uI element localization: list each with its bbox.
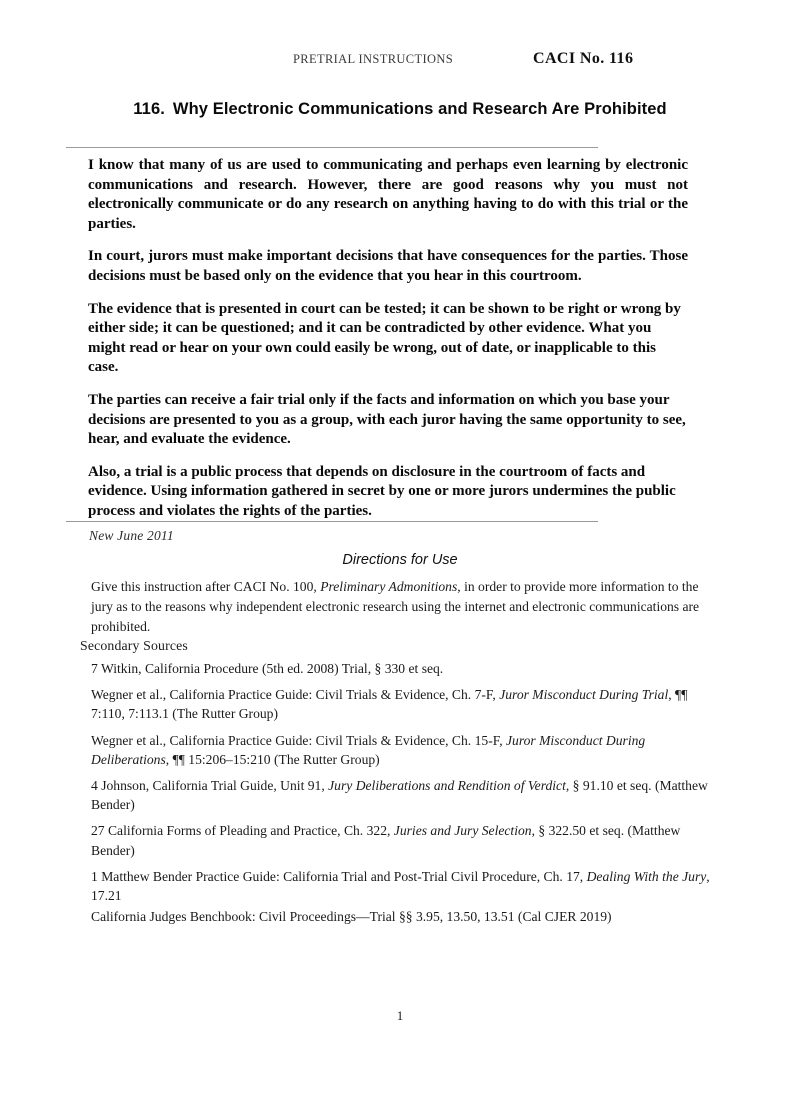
source-entry bbox=[91, 821, 719, 859]
source-text-post: , ¶¶ 15:206–15:210 (The Rutter Group) bbox=[165, 751, 380, 767]
instruction-paragraph: The parties can receive a fair trial only if the facts and information on which you base your decisions are presented to you as a group, with each juror having the same opportunity to see, hear, and evaluate the evidence. bbox=[88, 391, 686, 448]
source-text-pre: 4 Johnson, California Trial Guide, Unit 91, bbox=[91, 778, 329, 794]
source-title: Juror Misconduct During Trial bbox=[499, 687, 669, 703]
instruction-paragraph: Also, a trial is a public process that depends on disclosure in the courtroom of facts and evidence. Using information gathered in secret by one or more jurors undermines the public process and violates the rights of the parties. bbox=[88, 463, 676, 519]
jury-instruction-text bbox=[88, 156, 688, 535]
source-entry bbox=[91, 776, 719, 814]
divider-middle bbox=[66, 521, 598, 522]
source-text-pre: California Judges Benchbook: Civil Proceedings—Trial §§ 3.95, 13.50, 13.51 (Cal CJER 2019) bbox=[91, 909, 612, 925]
directions-for-use-heading: Directions for Use bbox=[342, 552, 458, 568]
directions-text-pre: Give this instruction after CACI No. 100, bbox=[91, 579, 321, 594]
source-text-post: , ¶¶ 7:110, 7:113.1 (The Rutter Group) bbox=[91, 687, 688, 722]
running-head-left: PRETRIAL INSTRUCTIONS bbox=[293, 52, 454, 66]
source-text-pre: Wegner et al., California Practice Guide: Civil Trials & Evidence, Ch. 7-F, bbox=[91, 687, 500, 703]
divider-top bbox=[66, 147, 598, 148]
directions-paragraph bbox=[91, 577, 703, 637]
source-text-post: , 17.21 bbox=[91, 868, 710, 904]
source-title: Jury Deliberations and Rendition of Verdict bbox=[328, 778, 566, 794]
source-entry bbox=[91, 659, 719, 678]
source-entry bbox=[91, 731, 719, 769]
instruction-paragraph: In court, jurors must make important decisions that have consequences for the parties. Those decisions must be based only on the evidence that you hear in this courtroom. bbox=[88, 248, 688, 284]
source-entry bbox=[91, 867, 719, 905]
revision-dateline: New June 2011 bbox=[89, 528, 174, 543]
directions-cited-title: Preliminary Admonitions bbox=[320, 579, 458, 594]
source-title: Juries and Jury Selection bbox=[393, 823, 532, 839]
secondary-sources-heading: Secondary Sources bbox=[80, 638, 188, 653]
running-head bbox=[0, 52, 800, 74]
source-text-post: , § 322.50 et seq. (Matthew Bender) bbox=[91, 823, 681, 858]
source-text-pre: Wegner et al., California Practice Guide: Civil Trials & Evidence, Ch. 15-F, bbox=[91, 732, 506, 748]
page-title-text: Why Electronic Communications and Research Are Prohibited bbox=[172, 100, 667, 118]
source-entry bbox=[91, 685, 719, 723]
source-title: Dealing With the Jury bbox=[586, 868, 707, 884]
running-head-right: CACI No. 116 bbox=[533, 50, 634, 67]
page-title bbox=[0, 100, 800, 119]
source-title: Juror Misconduct During Deliberations bbox=[91, 732, 646, 767]
page-number: 1 bbox=[396, 1008, 404, 1023]
directions-for-use-body bbox=[91, 577, 703, 637]
page-title-number: 116. bbox=[133, 100, 165, 118]
source-text-pre: 27 California Forms of Pleading and Practice, Ch. 322, bbox=[91, 823, 394, 839]
directions-text-post: , in order to provide more information to the jury as to the reasons why independent electronic research using the internet and electronic communications are prohibited. bbox=[91, 579, 700, 634]
source-text-pre: 7 Witkin, California Procedure (5th ed. 2008) Trial, § 330 et seq. bbox=[91, 661, 444, 676]
source-text-post: , § 91.10 et seq. (Matthew Bender) bbox=[91, 778, 708, 813]
instruction-paragraph: The evidence that is presented in court can be tested; it can be shown to be right or wrong by either side; it can be questioned; and it can be contradicted by other evidence. What you might read or hear on your own could easily be wrong, out of date, or inapplicable to this case. bbox=[88, 300, 681, 376]
source-text-pre: 1 Matthew Bender Practice Guide: California Trial and Post-Trial Civil Procedure, Ch. 17, bbox=[91, 868, 587, 884]
secondary-sources-list bbox=[91, 659, 719, 926]
source-entry bbox=[91, 907, 719, 926]
instruction-paragraph: I know that many of us are used to communicating and perhaps even learning by electronic communications and research. However, there are good reasons why you must not electronically communicate or do any research on anything having to do with this trial or the parties. bbox=[88, 157, 688, 232]
